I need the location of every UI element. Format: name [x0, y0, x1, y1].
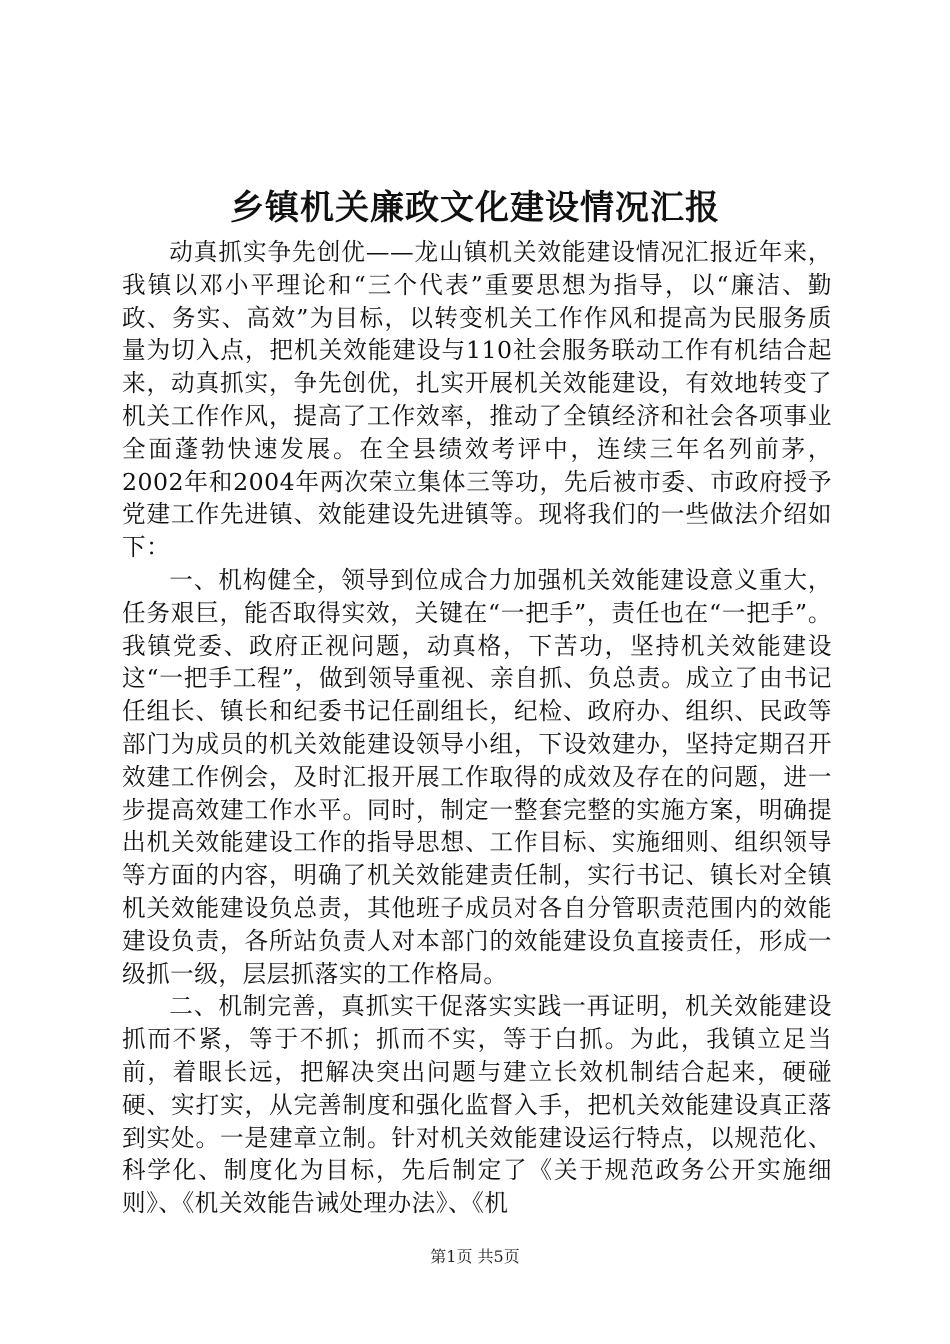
- page-footer: 第1页 共5页: [430, 1247, 520, 1266]
- paragraph-section-two: 二、机制完善，真抓实干促落实实践一再证明，机关效能建设抓而不紧，等于不抓；抓而不实，等于白抓。为此，我镇立足当前，着眼长远，把解决突出问题与建立长效机制结合起来，硬碰硬、实打实，从完善制度和强化监督入手，把机关效能建设真正落到实处。一是建章立制。针对机关效能建设运行特点，以规范化、科学化、制度化为目标，先后制定了《关于规范政务公开实施细则》、《机关效能告诫处理办法》、《机: [122, 992, 832, 1218]
- document-title: 乡镇机关廉政文化建设情况汇报: [230, 188, 720, 228]
- document-body: [122, 236, 832, 1220]
- paragraph-section-one: 一、机构健全，领导到位成合力加强机关效能建设意义重大，任务艰巨，能否取得实效，关键在“一把手”，责任也在“一把手”。我镇党委、政府正视问题，动真格，下苦功，坚持机关效能建设这“一把手工程”，做到领导重视、亲自抓、负总责。成立了由书记任组长、镇长和纪委书记任副组长，纪检、政府办、组织、民政等部门为成员的机关效能建设领导小组，下设效建办，坚持定期召开效建工作例会，及时汇报开展工作取得的成效及存在的问题，进一步提高效建工作水平。同时，制定一整套完整的实施方案，明确提出机关效能建设工作的指导思想、工作目标、实施细则、组织领导等方面的内容，明确了机关效能建责任制，实行书记、镇长对全镇机关效能建设负总责，其他班子成员对各自分管职责范围内的效能建设负责，各所站负责人对本部门的效能建设负直接责任，形成一级抓一级，层层抓落实的工作格局。: [122, 565, 832, 988]
- paragraph-intro: 动真抓实争先创优——龙山镇机关效能建设情况汇报近年来，我镇以邓小平理论和“三个代表”重要思想为指导，以“廉洁、勤政、务实、高效”为目标，以转变机关工作作风和提高为民服务质量为切入点，把机关效能建设与110社会服务联动工作有机结合起来，动真抓实，争先创优，扎实开展机关效能建设，有效地转变了机关工作作风，提高了工作效率，推动了全镇经济和社会各项事业全面蓬勃快速发展。在全县绩效考评中，连续三年名列前茅，2002年和2004年两次荣立集体三等功，先后被市委、市政府授予党建工作先进镇、效能建设先进镇等。现将我们的一些做法介绍如下：: [122, 238, 832, 562]
